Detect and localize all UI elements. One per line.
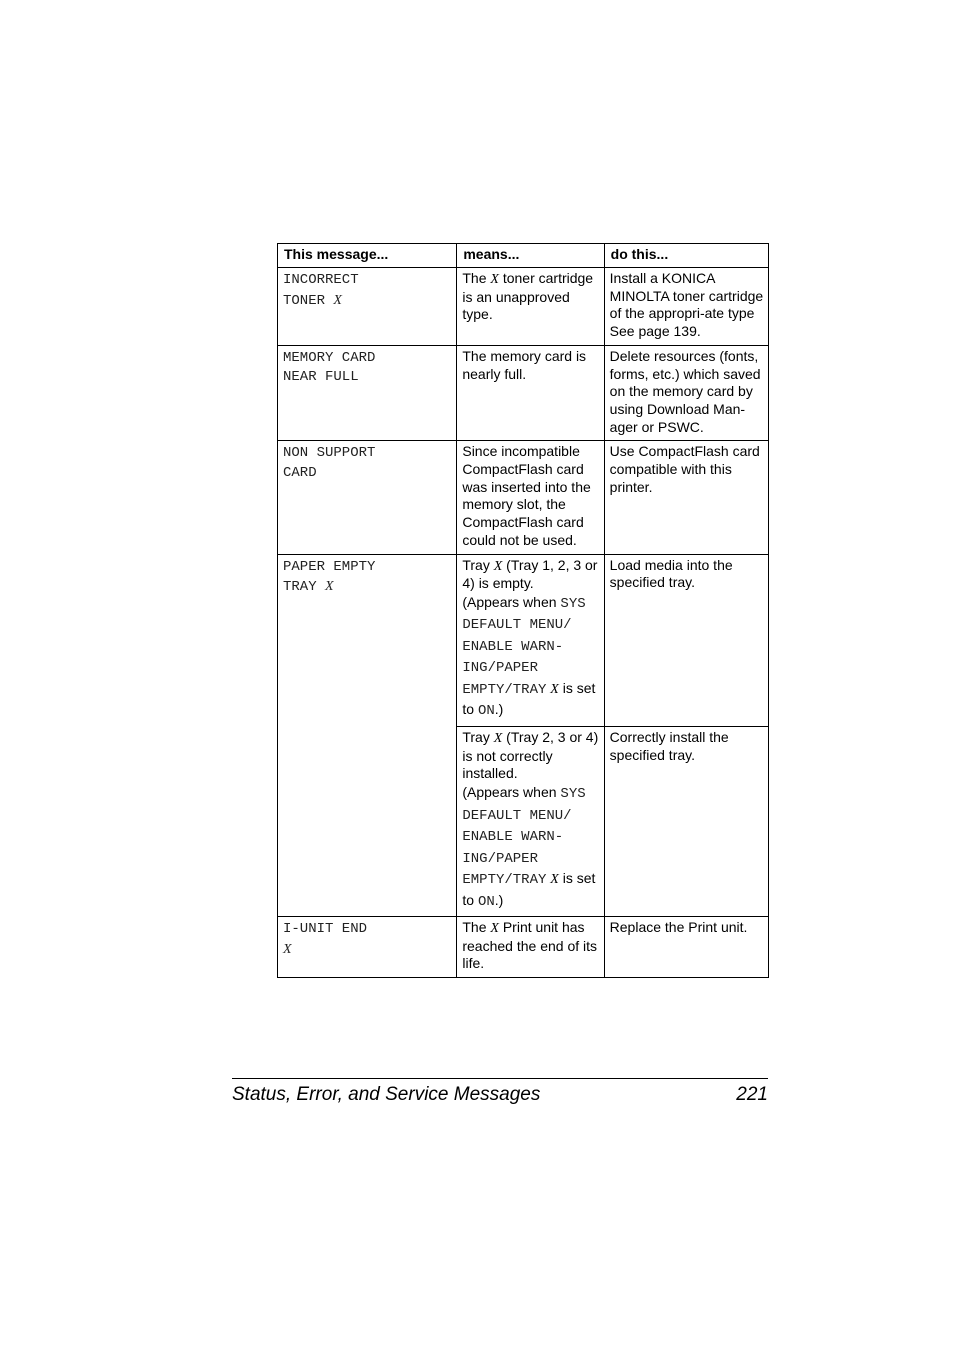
- variable-x: X: [490, 921, 499, 937]
- message-cell: [278, 441, 457, 554]
- message-code: NON SUPPORT CARD: [283, 445, 376, 481]
- message-code: MEMORY CARD NEAR FULL: [283, 349, 376, 386]
- header-message: This message...: [278, 244, 457, 268]
- means-cell: Since incompatible CompactFlash card was inserted into the memory slot, the CompactFlash card could not be used.: [457, 441, 604, 554]
- header-means: means...: [457, 244, 604, 268]
- message-cell: [278, 554, 457, 917]
- on-value: ON: [477, 703, 495, 720]
- variable-x: X: [493, 730, 503, 746]
- action-cell: Install a KONICA MINOLTA toner cartridge of the appropri-ate type See page 139.: [604, 268, 768, 346]
- means-cell: The X Print unit has reached the end of its life.: [457, 917, 604, 978]
- status-messages-table: [277, 243, 769, 978]
- action-cell: Use CompactFlash card compatible with this printer.: [604, 441, 768, 554]
- message-code: I-UNIT END: [283, 921, 368, 938]
- message-cell: [278, 345, 457, 441]
- menu-path: SYS DEFAULT MENU/ ENABLE WARN- ING/PAPER EMPTY/TRAY: [462, 786, 586, 889]
- means-cell: The X toner cartridge is an unapproved type.: [457, 268, 604, 346]
- table-header-row: [278, 244, 769, 268]
- means-cell: Tray X (Tray 1, 2, 3 or 4) is empty. (Appears when SYS DEFAULT MENU/ ENABLE WARN- ING/PAPER EMPTY/TRAY X is set to ON.): [457, 554, 604, 726]
- action-cell: Load media into the specified tray.: [604, 554, 768, 726]
- variable-x: X: [490, 272, 499, 287]
- action-cell: Correctly install the specified tray.: [604, 726, 768, 916]
- message-variable: X: [333, 292, 342, 308]
- header-do: do this...: [604, 244, 768, 268]
- means-cell: The memory card is nearly full.: [457, 345, 604, 441]
- means-cell: Tray X (Tray 2, 3 or 4) is not correctly installed. (Appears when SYS DEFAULT MENU/ ENABLE WARN- ING/PAPER EMPTY/TRAY X is set to ON.): [457, 726, 604, 916]
- on-value: ON: [477, 893, 495, 910]
- page-footer: [232, 1078, 768, 1107]
- menu-path: SYS DEFAULT MENU/ ENABLE WARN- ING/PAPER EMPTY/TRAY: [462, 595, 586, 698]
- page-number: 221: [736, 1084, 768, 1105]
- message-code: INCORRECT TONER: [283, 272, 359, 309]
- table-row: [278, 554, 769, 726]
- variable-x: X: [493, 558, 503, 574]
- variable-x: X: [550, 872, 559, 888]
- table-row: [278, 441, 769, 554]
- table-row: [278, 917, 769, 978]
- action-cell: Delete resources (fonts, forms, etc.) which saved on the memory card by using Download Man-ager or PSWC.: [604, 345, 768, 441]
- action-cell: Replace the Print unit.: [604, 917, 768, 978]
- table-row: [278, 345, 769, 441]
- message-code: PAPER EMPTY TRAY: [283, 558, 376, 596]
- table-row: [278, 268, 769, 346]
- message-cell: [278, 268, 457, 346]
- message-variable: X: [325, 579, 334, 595]
- variable-x: X: [550, 681, 559, 697]
- message-variable: X: [283, 941, 292, 957]
- message-cell: [278, 917, 457, 978]
- footer-title: Status, Error, and Service Messages: [232, 1084, 541, 1105]
